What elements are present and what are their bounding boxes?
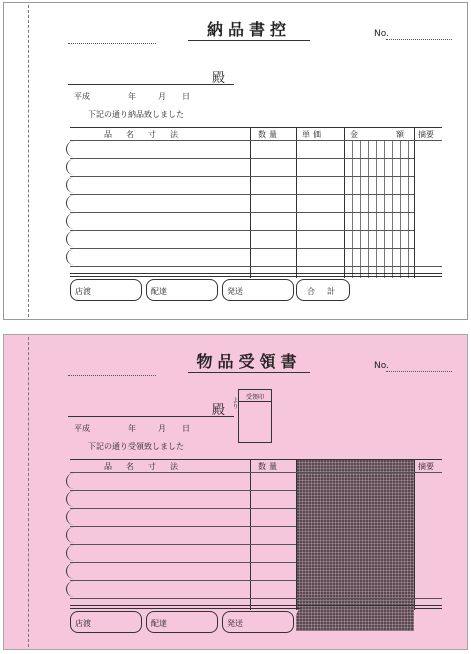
col-divider <box>296 460 297 610</box>
row-bump <box>66 581 77 597</box>
masked-total-area <box>296 607 414 631</box>
row-line <box>70 266 442 267</box>
receipt-title: 物品受領書 <box>196 352 302 371</box>
date-day: 日 <box>182 424 190 433</box>
footer-store: 店渡 <box>70 279 142 301</box>
digit-divider <box>368 140 369 278</box>
row-bump <box>66 545 77 561</box>
date-day: 日 <box>182 92 190 101</box>
footer-shipping: 発送 <box>222 279 294 301</box>
no-field-line <box>386 371 452 372</box>
header-qty: 数量 <box>258 462 280 471</box>
row-bump <box>66 231 77 247</box>
row-bump <box>66 195 77 211</box>
row-bump <box>66 527 77 543</box>
digit-divider <box>352 140 353 278</box>
row-line <box>70 562 296 563</box>
col-divider <box>250 460 251 610</box>
row-bump <box>66 249 77 265</box>
col-divider <box>414 128 415 278</box>
no-field-line <box>386 39 452 40</box>
stamp-label: 受領印 <box>239 392 271 402</box>
row-bump <box>66 177 77 193</box>
date-month: 月 <box>158 92 166 101</box>
row-line <box>70 490 296 491</box>
receipt-message: 下記の通り受領致しました <box>88 442 184 451</box>
col-divider <box>344 128 345 278</box>
row-bump <box>66 509 77 525</box>
row-line <box>70 212 414 213</box>
footer-delivery: 配達 <box>146 611 218 633</box>
date-year: 年 <box>128 92 136 101</box>
row-line <box>70 248 414 249</box>
digit-divider <box>360 140 361 278</box>
customer-code-line <box>68 43 156 44</box>
header-remarks: 摘要 <box>418 130 434 139</box>
row-line <box>70 472 442 473</box>
header-item: 品 名 寸 法 <box>104 462 181 471</box>
header-qty: 数量 <box>258 130 280 139</box>
footer-total: 合 計 <box>296 279 350 301</box>
col-divider <box>296 128 297 278</box>
row-bump <box>66 141 77 157</box>
date-year: 年 <box>128 424 136 433</box>
col-divider <box>414 460 415 610</box>
col-divider <box>250 128 251 278</box>
row-line <box>70 580 296 581</box>
date-era: 平成 <box>74 92 90 101</box>
addressee-suffix: 殿 <box>212 403 226 418</box>
footer-store: 店渡 <box>70 611 142 633</box>
from-label: より <box>231 397 238 409</box>
addressee-line <box>68 84 234 85</box>
digit-divider <box>408 140 409 278</box>
addressee-suffix: 殿 <box>212 71 226 86</box>
digit-divider <box>384 140 385 278</box>
delivery-slip <box>3 2 468 320</box>
row-line <box>70 230 414 231</box>
date-month: 月 <box>158 424 166 433</box>
perforation-line <box>28 337 29 647</box>
footer-delivery: 配達 <box>146 279 218 301</box>
delivery-title: 納品書控 <box>206 20 291 39</box>
addressee-line <box>68 416 234 417</box>
no-label: No. <box>374 361 389 371</box>
digit-divider <box>376 140 377 278</box>
perforation-line <box>28 5 29 317</box>
digit-divider <box>392 140 393 278</box>
header-remarks: 摘要 <box>418 462 434 471</box>
header-amount-kin: 金 <box>350 130 361 139</box>
row-line <box>70 544 296 545</box>
delivery-message: 下記の通り納品致しました <box>88 110 184 119</box>
row-bump <box>66 473 77 489</box>
receipt-stamp-box <box>238 389 272 443</box>
title-underline <box>188 372 310 373</box>
footer-shipping: 発送 <box>222 611 294 633</box>
row-bump <box>66 563 77 579</box>
receipt-slip <box>3 334 468 650</box>
title-underline <box>188 40 310 41</box>
row-line <box>70 526 296 527</box>
row-bump <box>66 159 77 175</box>
row-line <box>70 176 414 177</box>
row-line <box>70 508 296 509</box>
row-line <box>70 194 414 195</box>
header-unit-price: 単価 <box>302 130 324 139</box>
digit-divider <box>400 140 401 278</box>
row-bump <box>66 213 77 229</box>
delivery-items-table <box>70 127 442 278</box>
row-bump <box>66 491 77 507</box>
row-line <box>70 140 442 141</box>
masked-price-area <box>296 460 414 610</box>
date-era: 平成 <box>74 424 90 433</box>
row-line <box>70 158 414 159</box>
header-item: 品 名 寸 法 <box>104 130 181 139</box>
total-rule <box>70 273 442 277</box>
no-label: No. <box>374 29 389 39</box>
header-amount-gaku: 額 <box>396 130 407 139</box>
customer-code-line <box>68 375 156 376</box>
row-line <box>70 598 442 599</box>
receipt-items-table <box>70 459 442 610</box>
